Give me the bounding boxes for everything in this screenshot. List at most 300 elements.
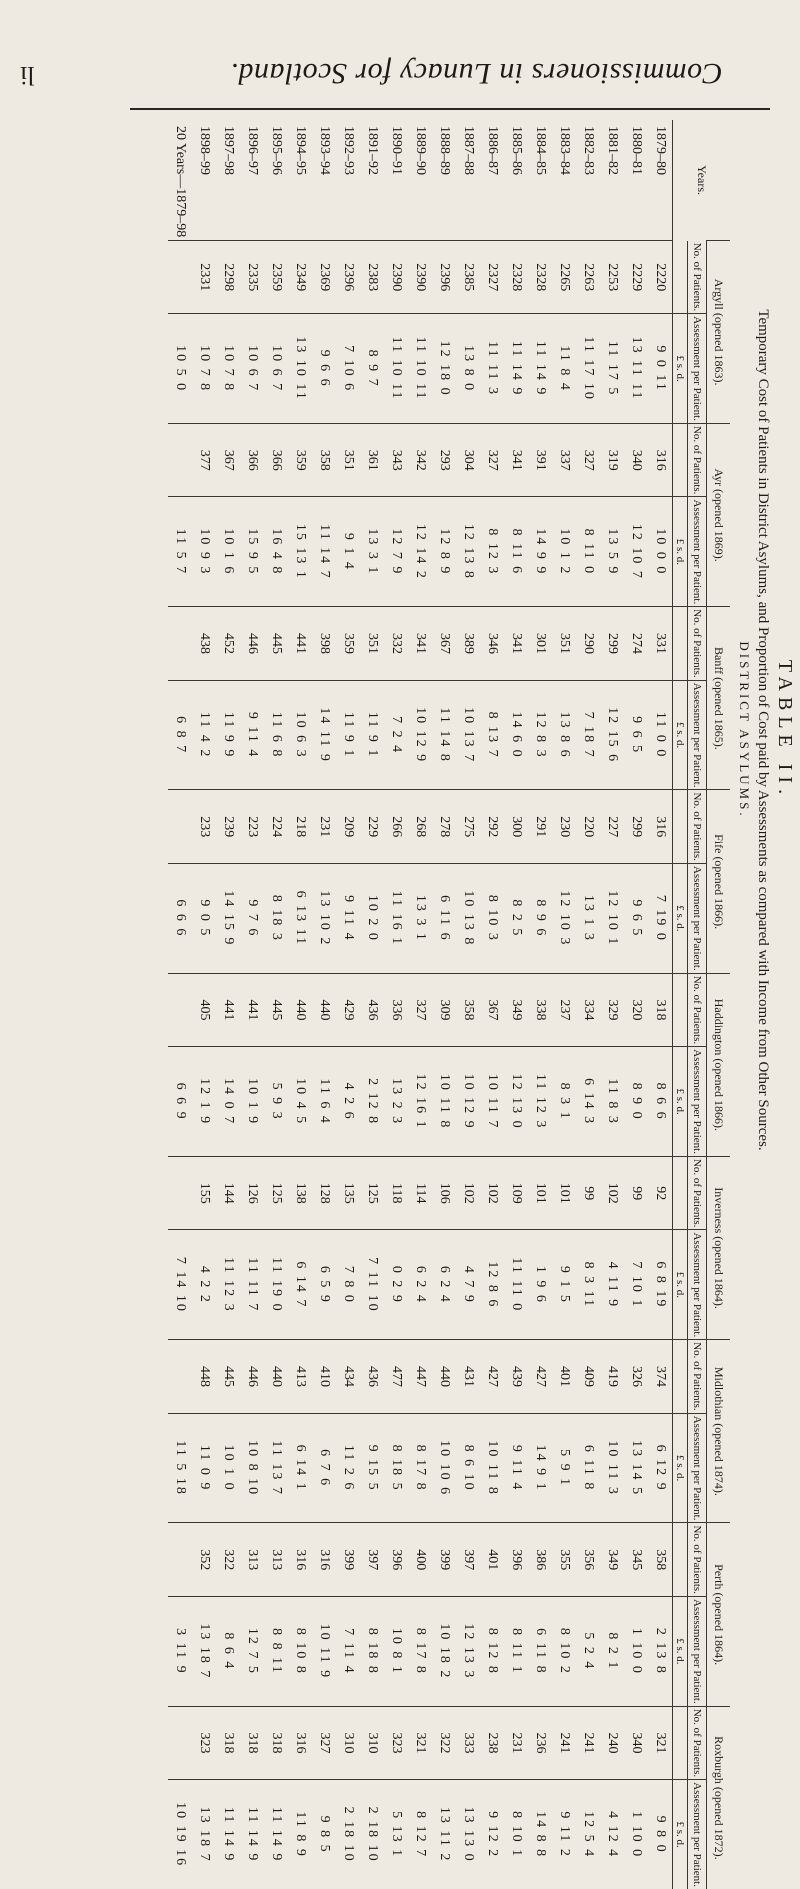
year-cell: 1886–87 [484, 126, 500, 175]
patients-cell: 337 [552, 423, 576, 496]
assessment-cell: 12 13 8 [456, 497, 480, 607]
assessment-cell: 11 6 8 [264, 680, 288, 790]
year-cell: 1898–99 [196, 126, 212, 175]
assessment-cell: 13 11 2 [432, 1780, 456, 1889]
assessment-cell: 12 13 0 [504, 1047, 528, 1157]
patients-cell: 440 [432, 1340, 456, 1413]
assessment-cell: 6 7 6 [312, 1413, 336, 1523]
assessment-cell: 11 14 7 [312, 497, 336, 607]
assessment-cell: 11 0 9 [192, 1413, 216, 1523]
asylum-cost-table [168, 120, 730, 1889]
patients-cell: 367 [216, 423, 240, 496]
year-cell: 1895–96 [268, 126, 284, 175]
assessment-column-header: Assessment per Patient. [687, 680, 706, 790]
assessment-cell: 11 11 7 [240, 1230, 264, 1340]
patients-cell: 410 [312, 1340, 336, 1413]
patients-cell [168, 790, 192, 863]
patients-cell: 445 [264, 973, 288, 1046]
assessment-cell: 11 12 3 [216, 1230, 240, 1340]
table-row [288, 120, 312, 1889]
assessment-cell: 12 8 6 [480, 1230, 504, 1340]
running-title: Commissioners in Lunacy for Scotland. [230, 57, 723, 90]
assessment-cell: 12 8 9 [432, 497, 456, 607]
assessment-cell: 12 5 4 [576, 1780, 600, 1889]
page-number: li [20, 61, 35, 90]
patients-cell: 321 [648, 1706, 673, 1779]
patients-cell: 327 [312, 1706, 336, 1779]
assessment-cell: 8 6 6 [648, 1047, 673, 1157]
patients-cell: 349 [600, 1523, 624, 1596]
blank-unit-cell [672, 1523, 687, 1596]
assessment-cell: 13 2 3 [384, 1047, 408, 1157]
patients-cell: 227 [600, 790, 624, 863]
patients-cell: 2359 [264, 241, 288, 314]
patients-cell: 427 [528, 1340, 552, 1413]
assessment-cell: 11 17 10 [576, 314, 600, 424]
assessment-cell: 6 12 9 [648, 1413, 673, 1523]
assessment-cell: 6 2 4 [432, 1230, 456, 1340]
patients-cell: 240 [600, 1706, 624, 1779]
patients-cell: 316 [648, 790, 673, 863]
assessment-cell: 10 6 7 [240, 314, 264, 424]
patients-cell: 316 [648, 423, 673, 496]
patients-cell [168, 973, 192, 1046]
patients-cell: 102 [480, 1156, 504, 1229]
patients-cell: 299 [600, 607, 624, 680]
assessment-cell: 9 15 5 [360, 1413, 384, 1523]
assessment-cell: 11 10 11 [384, 314, 408, 424]
patients-cell: 356 [576, 1523, 600, 1596]
assessment-cell: 5 13 1 [384, 1780, 408, 1889]
patients-cell: 419 [600, 1340, 624, 1413]
patients-cell: 266 [384, 790, 408, 863]
assessment-column-header: Assessment per Patient. [687, 863, 706, 973]
assessment-cell: 13 18 7 [192, 1780, 216, 1889]
patients-cell: 338 [528, 973, 552, 1046]
patients-cell: 366 [264, 423, 288, 496]
assessment-cell: 8 2 5 [504, 863, 528, 973]
assessment-cell: 12 1 9 [192, 1047, 216, 1157]
assessment-cell: 12 10 1 [600, 863, 624, 973]
patients-column-header: No. of Patients. [687, 790, 706, 863]
patients-cell: 352 [192, 1523, 216, 1596]
patients-cell [168, 1156, 192, 1229]
patients-cell: 441 [288, 607, 312, 680]
assessment-cell: 10 6 3 [288, 680, 312, 790]
patients-cell: 331 [648, 607, 673, 680]
patients-cell: 351 [336, 423, 360, 496]
assessment-cell: 14 11 9 [312, 680, 336, 790]
assessment-cell: 7 19 0 [648, 863, 673, 973]
patients-cell: 310 [336, 1706, 360, 1779]
table-row [240, 120, 264, 1889]
patients-cell: 241 [576, 1706, 600, 1779]
patients-cell: 436 [360, 1340, 384, 1413]
assessment-cell: 11 5 7 [168, 497, 192, 607]
patients-cell: 299 [624, 790, 648, 863]
patients-cell: 351 [552, 607, 576, 680]
patients-cell: 322 [216, 1523, 240, 1596]
patients-cell: 109 [504, 1156, 528, 1229]
assessment-cell: 7 11 10 [360, 1230, 384, 1340]
unit-header: £ s. d. [672, 1780, 687, 1889]
assessment-cell: 11 14 9 [528, 314, 552, 424]
assessment-cell: 6 11 8 [576, 1413, 600, 1523]
assessment-cell: 6 11 8 [528, 1596, 552, 1706]
patients-cell [168, 1706, 192, 1779]
assessment-cell: 10 8 10 [240, 1413, 264, 1523]
patients-cell: 2390 [408, 241, 432, 314]
patients-column-header: No. of Patients. [687, 1706, 706, 1779]
patients-cell: 361 [360, 423, 384, 496]
patients-cell: 313 [264, 1523, 288, 1596]
column-header-row [687, 120, 706, 1889]
patients-cell: 128 [312, 1156, 336, 1229]
assessment-cell: 8 10 1 [504, 1780, 528, 1889]
patients-cell: 405 [192, 973, 216, 1046]
assessment-cell: 10 7 8 [216, 314, 240, 424]
patients-cell: 309 [432, 973, 456, 1046]
patients-cell: 274 [624, 607, 648, 680]
assessment-cell: 11 5 18 [168, 1413, 192, 1523]
patients-cell: 440 [264, 1340, 288, 1413]
patients-cell: 231 [504, 1706, 528, 1779]
assessment-cell: 6 6 6 [168, 863, 192, 973]
year-cell: 1881–82 [604, 126, 620, 175]
assessment-cell: 8 9 0 [624, 1047, 648, 1157]
unit-header: £ s. d. [672, 1413, 687, 1523]
assessment-cell: 12 14 2 [408, 497, 432, 607]
patients-cell: 99 [576, 1156, 600, 1229]
assessment-cell: 10 18 2 [432, 1596, 456, 1706]
page-header [0, 0, 800, 110]
assessment-cell: 9 6 5 [624, 863, 648, 973]
assessment-cell: 10 10 6 [432, 1413, 456, 1523]
assessment-cell: 11 12 3 [528, 1047, 552, 1157]
assessment-cell: 6 11 6 [432, 863, 456, 973]
year-cell: 1893–94 [316, 126, 332, 175]
assessment-cell: 8 9 6 [528, 863, 552, 973]
assessment-cell: 10 5 0 [168, 314, 192, 424]
year-cell: 20 Years—1879–98 [172, 126, 188, 238]
table-row [384, 120, 408, 1889]
assessment-cell: 8 13 7 [480, 680, 504, 790]
patients-cell: 359 [336, 607, 360, 680]
assessment-cell: 5 9 3 [264, 1047, 288, 1157]
patients-cell: 138 [288, 1156, 312, 1229]
patients-cell: 101 [528, 1156, 552, 1229]
patients-cell [168, 1523, 192, 1596]
patients-column-header: No. of Patients. [687, 607, 706, 680]
assessment-cell: 8 12 8 [480, 1596, 504, 1706]
patients-cell: 429 [336, 973, 360, 1046]
patients-cell [168, 1340, 192, 1413]
assessment-cell: 8 8 11 [264, 1596, 288, 1706]
patients-cell: 427 [480, 1340, 504, 1413]
assessment-cell: 11 16 1 [384, 863, 408, 973]
patients-cell: 401 [480, 1523, 504, 1596]
year-cell: 1887–88 [460, 126, 476, 175]
year-cell: 1879–80 [652, 126, 668, 175]
patients-cell: 2396 [432, 241, 456, 314]
assessment-cell: 6 14 7 [288, 1230, 312, 1340]
table-row [552, 120, 576, 1889]
patients-cell: 398 [312, 607, 336, 680]
patients-cell: 389 [456, 607, 480, 680]
patients-cell: 358 [648, 1523, 673, 1596]
year-cell: 1894–95 [292, 126, 308, 175]
assessment-cell: 8 18 3 [264, 863, 288, 973]
patients-cell: 349 [504, 973, 528, 1046]
table-row [456, 120, 480, 1889]
patients-cell: 345 [624, 1523, 648, 1596]
assessment-cell: 0 2 9 [384, 1230, 408, 1340]
assessment-cell: 10 13 7 [456, 680, 480, 790]
assessment-cell: 14 9 1 [528, 1413, 552, 1523]
unit-header: £ s. d. [672, 863, 687, 973]
assessment-cell: 8 3 11 [576, 1230, 600, 1340]
assessment-cell: 4 2 6 [336, 1047, 360, 1157]
year-cell: 1889–90 [412, 126, 428, 175]
table-row [216, 120, 240, 1889]
asylum-name-header: Banff (opened 1865). [707, 607, 731, 790]
assessment-cell: 10 7 8 [192, 314, 216, 424]
assessment-cell: 8 6 4 [216, 1596, 240, 1706]
patients-cell: 275 [456, 790, 480, 863]
patients-cell: 135 [336, 1156, 360, 1229]
year-cell: 1892–93 [340, 126, 356, 175]
table-row [336, 120, 360, 1889]
assessment-cell: 13 1 3 [576, 863, 600, 973]
rotated-table-region [0, 110, 800, 1887]
patients-cell: 293 [432, 423, 456, 496]
assessment-cell: 6 14 1 [288, 1413, 312, 1523]
assessment-cell: 8 18 8 [360, 1596, 384, 1706]
patients-cell: 445 [216, 1340, 240, 1413]
assessment-cell: 11 2 6 [336, 1413, 360, 1523]
table-row [408, 120, 432, 1889]
assessment-cell: 3 11 9 [168, 1596, 192, 1706]
assessment-cell: 10 11 8 [432, 1047, 456, 1157]
assessment-cell: 10 12 9 [408, 680, 432, 790]
patients-cell: 106 [432, 1156, 456, 1229]
patients-cell: 367 [432, 607, 456, 680]
patients-cell: 434 [336, 1340, 360, 1413]
patients-cell: 374 [648, 1340, 673, 1413]
patients-cell: 102 [600, 1156, 624, 1229]
patients-cell: 400 [408, 1523, 432, 1596]
patients-cell: 2298 [216, 241, 240, 314]
patients-cell: 125 [360, 1156, 384, 1229]
assessment-cell: 4 2 2 [192, 1230, 216, 1340]
assessment-cell: 14 6 0 [504, 680, 528, 790]
assessment-cell: 11 9 9 [216, 680, 240, 790]
patients-cell: 291 [528, 790, 552, 863]
patients-cell: 2383 [360, 241, 384, 314]
assessment-cell: 10 13 8 [456, 863, 480, 973]
table-row [432, 120, 456, 1889]
patients-cell: 231 [312, 790, 336, 863]
assessment-cell: 4 7 9 [456, 1230, 480, 1340]
patients-cell: 2328 [528, 241, 552, 314]
unit-header: £ s. d. [672, 497, 687, 607]
assessment-cell: 9 6 6 [312, 314, 336, 424]
patients-cell: 2369 [312, 241, 336, 314]
assessment-cell: 11 11 0 [504, 1230, 528, 1340]
patients-cell: 320 [624, 973, 648, 1046]
patients-cell: 2327 [480, 241, 504, 314]
patients-cell: 359 [288, 423, 312, 496]
assessment-cell: 10 1 2 [552, 497, 576, 607]
patients-cell: 2335 [240, 241, 264, 314]
assessment-cell: 8 2 1 [600, 1596, 624, 1706]
assessment-cell: 10 1 6 [216, 497, 240, 607]
patients-cell: 114 [408, 1156, 432, 1229]
patients-cell: 351 [360, 607, 384, 680]
assessment-cell: 10 1 0 [216, 1413, 240, 1523]
assessment-cell: 13 14 5 [624, 1413, 648, 1523]
patients-cell: 229 [360, 790, 384, 863]
assessment-cell: 7 2 4 [384, 680, 408, 790]
patients-cell: 2229 [624, 241, 648, 314]
table-row [624, 120, 648, 1889]
patients-cell: 341 [408, 607, 432, 680]
patients-cell: 399 [336, 1523, 360, 1596]
assessment-cell: 14 9 9 [528, 497, 552, 607]
assessment-cell: 10 9 3 [192, 497, 216, 607]
patients-cell: 2396 [336, 241, 360, 314]
assessment-cell: 9 0 11 [648, 314, 673, 424]
year-cell: 1891–92 [364, 126, 380, 175]
assessment-cell: 7 10 1 [624, 1230, 648, 1340]
assessment-cell: 7 10 6 [336, 314, 360, 424]
patients-cell: 2331 [192, 241, 216, 314]
assessment-cell: 8 12 3 [480, 497, 504, 607]
table-subheading: DISTRICT ASYLUMS. [737, 641, 752, 819]
patients-cell: 2263 [576, 241, 600, 314]
patients-cell: 233 [192, 790, 216, 863]
patients-cell: 336 [384, 973, 408, 1046]
blank-unit-cell [672, 1706, 687, 1779]
table-row [504, 120, 528, 1889]
year-cell: 1890–91 [388, 126, 404, 175]
patients-cell: 358 [456, 973, 480, 1046]
assessment-cell: 1 10 0 [624, 1596, 648, 1706]
patients-cell: 358 [312, 423, 336, 496]
assessment-cell: 10 0 0 [648, 497, 673, 607]
assessment-cell: 9 11 2 [552, 1780, 576, 1889]
table-row [360, 120, 384, 1889]
blank-unit-cell [672, 1340, 687, 1413]
patients-cell: 355 [552, 1523, 576, 1596]
blank-unit-cell [672, 241, 687, 314]
assessment-cell: 7 11 4 [336, 1596, 360, 1706]
patients-cell: 118 [384, 1156, 408, 1229]
patients-column-header: No. of Patients. [687, 241, 706, 314]
blank-unit-cell [672, 973, 687, 1046]
patients-cell: 323 [192, 1706, 216, 1779]
patients-cell: 300 [504, 790, 528, 863]
table-row [312, 120, 336, 1889]
assessment-cell: 9 11 4 [504, 1413, 528, 1523]
assessment-cell: 5 2 4 [576, 1596, 600, 1706]
asylum-name-header: Perth (opened 1864). [707, 1523, 731, 1706]
assessment-cell: 8 11 0 [576, 497, 600, 607]
assessment-cell: 11 10 11 [408, 314, 432, 424]
patients-cell: 346 [480, 607, 504, 680]
table-row [600, 120, 624, 1889]
patients-cell: 319 [600, 423, 624, 496]
assessment-cell: 8 18 5 [384, 1413, 408, 1523]
table-container [40, 120, 800, 1887]
patients-cell: 316 [288, 1523, 312, 1596]
assessment-cell: 13 8 0 [456, 314, 480, 424]
assessment-cell: 10 1 9 [240, 1047, 264, 1157]
asylum-name-header: Inverness (opened 1864). [707, 1156, 731, 1339]
assessment-cell: 13 10 2 [312, 863, 336, 973]
patients-cell: 326 [624, 1340, 648, 1413]
assessment-cell: 11 14 9 [240, 1780, 264, 1889]
blank-unit-cell [672, 1156, 687, 1229]
unit-header-row [672, 120, 687, 1889]
patients-cell: 397 [456, 1523, 480, 1596]
year-cell: 1880–81 [628, 126, 644, 175]
assessment-column-header: Assessment per Patient. [687, 314, 706, 424]
patients-cell: 440 [288, 973, 312, 1046]
assessment-cell: 11 9 1 [360, 680, 384, 790]
year-cell: 1897–98 [220, 126, 236, 175]
patients-cell: 440 [312, 973, 336, 1046]
patients-cell: 316 [312, 1523, 336, 1596]
assessment-cell: 8 9 7 [360, 314, 384, 424]
patients-cell: 92 [648, 1156, 673, 1229]
asylum-header-row [707, 120, 731, 1889]
table-row [528, 120, 552, 1889]
assessment-cell: 8 10 3 [480, 863, 504, 973]
assessment-cell: 11 17 5 [600, 314, 624, 424]
patients-cell: 2220 [648, 241, 673, 314]
table-row [168, 120, 192, 1889]
patients-cell: 310 [360, 1706, 384, 1779]
table-row [264, 120, 288, 1889]
blank-unit-cell [672, 790, 687, 863]
patients-column-header: No. of Patients. [687, 973, 706, 1046]
table-row [576, 120, 600, 1889]
patients-cell: 332 [384, 607, 408, 680]
patients-cell: 304 [456, 423, 480, 496]
assessment-cell: 13 11 11 [624, 314, 648, 424]
patients-cell: 318 [216, 1706, 240, 1779]
patients-cell: 268 [408, 790, 432, 863]
assessment-cell: 11 0 0 [648, 680, 673, 790]
patients-cell: 2328 [504, 241, 528, 314]
blank-unit-cell [672, 607, 687, 680]
patients-cell: 155 [192, 1156, 216, 1229]
assessment-cell: 8 17 8 [408, 1596, 432, 1706]
assessment-cell: 1 9 6 [528, 1230, 552, 1340]
year-cell: 1896–97 [244, 126, 260, 175]
blank-unit-cell [672, 423, 687, 496]
patients-cell: 329 [600, 973, 624, 1046]
assessment-cell: 1 10 0 [624, 1780, 648, 1889]
patients-cell: 125 [264, 1156, 288, 1229]
assessment-cell: 12 10 7 [624, 497, 648, 607]
patients-cell: 239 [216, 790, 240, 863]
patients-cell: 2349 [288, 241, 312, 314]
patients-cell: 396 [504, 1523, 528, 1596]
patients-cell: 241 [552, 1706, 576, 1779]
patients-cell: 340 [624, 1706, 648, 1779]
